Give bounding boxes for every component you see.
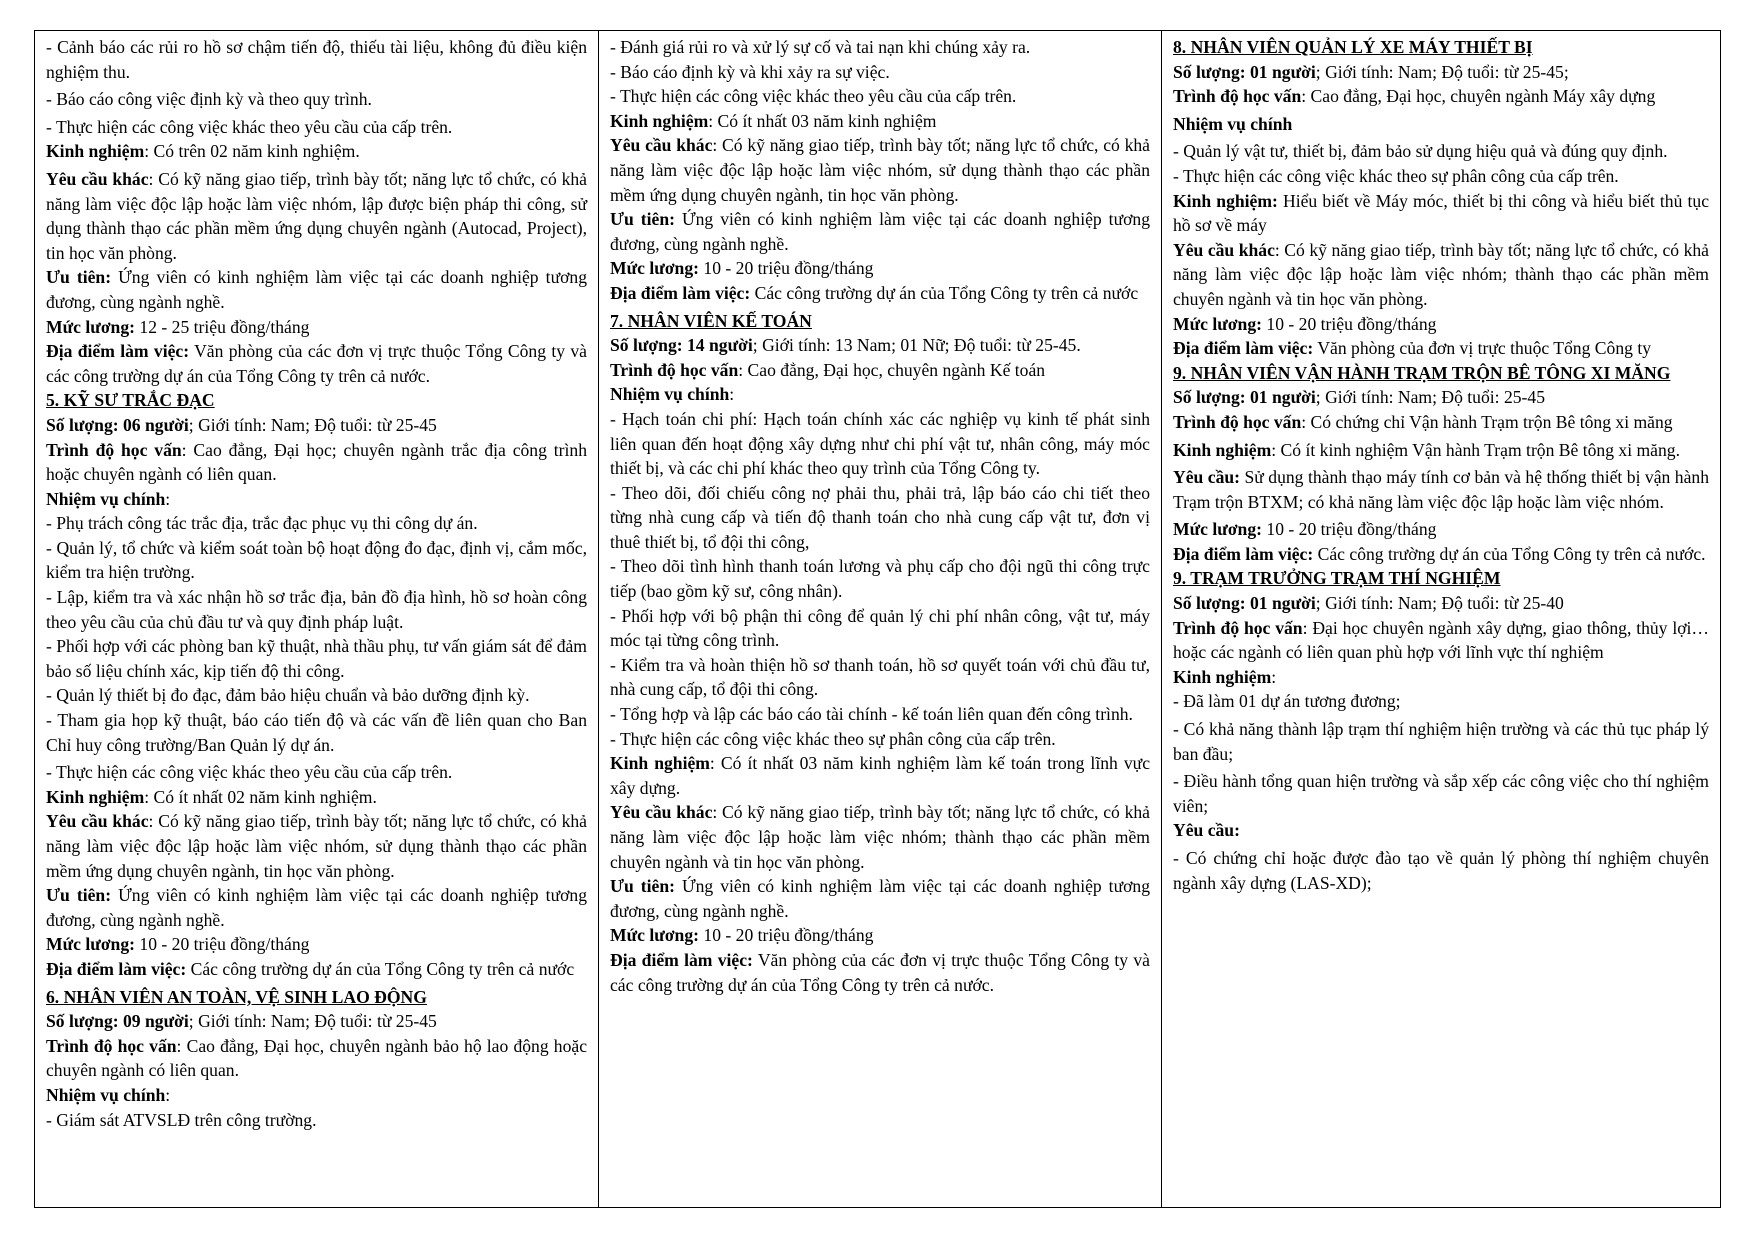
quantity-line <box>1173 60 1709 85</box>
priority-line <box>46 265 587 314</box>
requirements-label: Yêu cầu khác <box>610 802 713 823</box>
location-text: Văn phòng của các đơn vị trực thuộc Tổng Công ty và các công trường dự án của Tổng Công ty trên cả nước. <box>610 949 1150 995</box>
experience-text: : Có ít kinh nghiệm Vận hành Trạm trộn Bê tông xi măng. <box>1271 439 1680 460</box>
quantity-label: Số lượng: 14 người <box>610 335 753 356</box>
priority-line <box>46 883 587 932</box>
experience-item: - Đã làm 01 dự án tương đương; <box>1173 691 1401 712</box>
location-line <box>610 281 1150 306</box>
salary-label: Mức lương: <box>1173 313 1262 334</box>
salary-label: Mức lương: <box>46 316 135 337</box>
duty-item: - Giám sát ATVSLĐ trên công trường. <box>46 1109 317 1130</box>
duty-item: - Thực hiện các công việc khác theo sự phân công của cấp trên. <box>610 728 1056 749</box>
location-label: Địa điểm làm việc: <box>1173 338 1314 359</box>
experience-item: - Điều hành tổng quan hiện trường và sắp xếp các công việc cho thí nghiệm viên; <box>1173 771 1709 816</box>
quantity-label: Số lượng: 06 người <box>46 414 189 435</box>
requirements-line <box>46 167 587 265</box>
education-label: Trình độ học vấn <box>1173 411 1302 432</box>
section-heading-8: 8. NHÂN VIÊN QUẢN LÝ XE MÁY THIẾT BỊ <box>1173 37 1533 57</box>
quantity-text: ; Giới tính: Nam; Độ tuổi: 25-45 <box>1315 387 1545 408</box>
duty-item: - Quản lý vật tư, thiết bị, đảm bảo sử dụng hiệu quả và đúng quy định. <box>1173 141 1668 162</box>
requirements-line <box>610 133 1150 207</box>
education-line <box>46 438 587 487</box>
experience-text: Hiểu biết về Máy móc, thiết bị thi công và hiểu biết thủ tục hồ sơ về máy <box>1173 190 1710 236</box>
experience-text: : Có trên 02 năm kinh nghiệm. <box>144 141 360 162</box>
requirements-text: : Có kỹ năng giao tiếp, trình bày tốt; năng lực tổ chức, có khả năng làm việc độc lập hoặc làm việc nhóm, sử dụng thành thạo các phần mềm ứng dụng chuyên ngành, tin học văn phòng. <box>610 135 1150 205</box>
experience-label: Kinh nghiệm <box>1173 666 1272 687</box>
location-label: Địa điểm làm việc: <box>46 341 190 362</box>
duty-item: - Thực hiện các công việc khác theo yêu cầu của cấp trên. <box>46 762 453 783</box>
duties-label: Nhiệm vụ chính <box>46 488 166 509</box>
education-line <box>610 358 1150 383</box>
duty-item: - Lập, kiểm tra và xác nhận hồ sơ trắc địa, bản đồ địa hình, hồ sơ hoàn công theo yêu cầu của chủ đầu tư và quy định pháp luật. <box>46 587 587 632</box>
requirements-line <box>46 809 587 883</box>
requirements-label: Yêu cầu khác <box>610 135 713 156</box>
location-line <box>1173 336 1709 361</box>
salary-text: 10 - 20 triệu đồng/tháng <box>1262 313 1437 334</box>
quantity-label: Số lượng: 01 người <box>1173 61 1316 82</box>
experience-label: Kinh nghiệm <box>610 753 710 774</box>
quantity-line <box>1173 385 1709 410</box>
priority-label: Ưu tiên: <box>610 876 675 897</box>
quantity-text: ; Giới tính: Nam; Độ tuổi: từ 25-45; <box>1315 61 1569 82</box>
experience-text: : Có ít nhất 03 năm kinh nghiệm làm kế toán trong lĩnh vực xây dựng. <box>610 753 1150 798</box>
education-text: : Cao đẳng, Đại học; chuyên ngành trắc địa công trình hoặc chuyên ngành có liên quan. <box>46 439 588 485</box>
quantity-label: Số lượng: 01 người <box>1173 387 1316 408</box>
location-label: Địa điểm làm việc: <box>610 282 751 303</box>
duty-item: - Quản lý, tổ chức và kiểm soát toàn bộ hoạt động đo đạc, định vị, cắm mốc, kiểm tra hiện trường. <box>46 537 587 583</box>
experience-colon: : <box>1271 666 1277 687</box>
requirements-text: : Có kỹ năng giao tiếp, trình bày tốt; năng lực tổ chức, có khả năng làm việc độc lập hoặc làm việc nhóm; thành thạo các phần mềm chuyên ngành và tin học văn phòng. <box>1173 239 1709 309</box>
location-text: Các công trường dự án của Tổng Công ty trên cả nước <box>750 282 1139 303</box>
priority-text: Ứng viên có kinh nghiệm làm việc tại các doanh nghiệp tương đương, cùng ngành nghề. <box>46 267 587 312</box>
salary-line <box>1173 312 1709 337</box>
requirements-text: : Có kỹ năng giao tiếp, trình bày tốt; năng lực tổ chức, có khả năng làm việc độc lập hoặc làm việc nhóm; thành thạo các phần mềm chuyên ngành và tin học văn phòng. <box>610 802 1150 872</box>
location-text: Các công trường dự án của Tổng Công ty trên cả nước. <box>1313 543 1706 564</box>
experience-heading <box>1173 665 1709 690</box>
location-label: Địa điểm làm việc: <box>46 958 187 979</box>
requirements-text: : Có kỹ năng giao tiếp, trình bày tốt; năng lực tổ chức, có khả năng làm việc độc lập hoặc làm việc nhóm, sử dụng thành thạo các phần mềm ứng dụng chuyên ngành, tin học văn phòng. <box>46 811 587 881</box>
duties-label: Nhiệm vụ chính <box>46 1084 166 1105</box>
experience-label: Kinh nghiệm <box>610 110 709 131</box>
duty-item: - Tham gia họp kỹ thuật, báo cáo tiến độ và các vấn đề liên quan cho Ban Chỉ huy công trường/Ban Quản lý dự án. <box>46 710 587 755</box>
location-label: Địa điểm làm việc: <box>610 949 753 970</box>
duty-item: - Theo dõi, đối chiếu công nợ phải thu, phải trả, lập báo cáo chi tiết theo từng nhà cung cấp và tiến độ thanh toán cho nhà cung cấp vật tư, đơn vị thuê thiết bị, tổ đội thi công, <box>610 482 1150 552</box>
education-text: : Cao đẳng, Đại học, chuyên ngành bảo hộ lao động hoặc chuyên ngành có liên quan. <box>46 1035 587 1081</box>
location-text: Các công trường dự án của Tổng Công ty trên cả nước <box>186 958 575 979</box>
education-label: Trình độ học vấn <box>610 359 739 380</box>
salary-label: Mức lương: <box>46 934 135 955</box>
education-label: Trình độ học vấn <box>1173 86 1302 107</box>
experience-label: Kinh nghiệm <box>46 786 145 807</box>
requirements-line <box>1173 465 1709 514</box>
duty-item: - Thực hiện các công việc khác theo sự phân công của cấp trên. <box>1173 165 1619 186</box>
job-listing-table <box>34 30 1721 1208</box>
location-line <box>610 948 1150 997</box>
duty-item: - Kiểm tra và hoàn thiện hồ sơ thanh toán, hồ sơ quyết toán với chủ đầu tư, nhà cung cấp, tổ đội thi công. <box>610 654 1150 700</box>
education-text: : Đại học chuyên ngành xây dựng, giao thông, thủy lợi… hoặc các ngành có liên quan phù hợp với lĩnh vực thí nghiệm <box>1173 617 1709 663</box>
duty-item: - Phối hợp với các phòng ban kỹ thuật, nhà thầu phụ, tư vấn giám sát để đảm bảo số liệu chính xác, kịp tiến độ thi công. <box>46 636 587 681</box>
priority-text: Ứng viên có kinh nghiệm làm việc tại các doanh nghiệp tương đương, cùng ngành nghề. <box>610 876 1150 921</box>
salary-text: 12 - 25 triệu đồng/tháng <box>135 316 310 337</box>
quantity-text: ; Giới tính: 13 Nam; 01 Nữ; Độ tuổi: từ 25-45. <box>752 335 1081 356</box>
quantity-text: ; Giới tính: Nam; Độ tuổi: từ 25-45 <box>188 414 437 435</box>
experience-line <box>610 751 1150 800</box>
experience-item: - Có khả năng thành lập trạm thí nghiệm hiện trường và các thủ tục pháp lý ban đầu; <box>1173 719 1709 764</box>
requirements-label: Yêu cầu khác <box>1173 239 1275 260</box>
priority-label: Ưu tiên: <box>46 885 112 906</box>
education-label: Trình độ học vấn <box>46 1035 177 1056</box>
quantity-line <box>46 1009 587 1034</box>
experience-label: Kinh nghiệm: <box>1173 190 1278 211</box>
salary-line <box>610 256 1150 281</box>
location-text: Văn phòng của các đơn vị trực thuộc Tổng Công ty và các công trường dự án của Tổng Công ty trên cả nước. <box>46 341 587 386</box>
salary-label: Mức lương: <box>610 258 699 279</box>
location-line <box>46 339 587 388</box>
duty-item: - Theo dõi tình hình thanh toán lương và phụ cấp cho đội ngũ thi công trực tiếp (bao gồm kỹ sư, công nhân). <box>610 556 1150 602</box>
salary-line <box>610 923 1150 948</box>
quantity-text: ; Giới tính: Nam; Độ tuổi: từ 25-45 <box>188 1011 437 1032</box>
quantity-line <box>46 413 587 438</box>
duties-heading <box>46 487 587 512</box>
education-text: : Cao đẳng, Đại học, chuyên ngành Máy xây dựng <box>1301 86 1656 107</box>
salary-text: 10 - 20 triệu đồng/tháng <box>135 934 310 955</box>
duties-heading: Nhiệm vụ chính <box>1173 113 1293 134</box>
education-line <box>46 1034 587 1083</box>
quantity-label: Số lượng: 01 người <box>1173 593 1316 614</box>
priority-line <box>610 874 1150 923</box>
experience-line <box>610 109 1150 134</box>
requirements-text: : Có kỹ năng giao tiếp, trình bày tốt; năng lực tổ chức, có khả năng làm việc độc lập hoặc làm việc nhóm, lập được biện pháp thi công, sử dụng thành thạo các phần mềm ứng dụng chuyên ngành (Autocad, Project), tin học văn phòng. <box>46 168 587 263</box>
duties-colon: : <box>165 1084 171 1105</box>
duty-item: - Báo cáo định kỳ và khi xảy ra sự việc. <box>610 61 890 82</box>
duty-item: - Cảnh báo các rủi ro hồ sơ chậm tiến độ, thiếu tài liệu, không đủ điều kiện nghiệm thu. <box>46 37 587 82</box>
education-line <box>1173 84 1709 109</box>
location-label: Địa điểm làm việc: <box>1173 543 1314 564</box>
priority-label: Ưu tiên: <box>610 209 675 230</box>
priority-line <box>610 207 1150 256</box>
salary-line <box>46 932 587 957</box>
requirements-heading: Yêu cầu: <box>1173 820 1240 841</box>
section-heading-9b: 9. TRẠM TRƯỞNG TRẠM THÍ NGHIỆM <box>1173 568 1501 589</box>
experience-label: Kinh nghiệm <box>1173 439 1272 460</box>
duties-label: Nhiệm vụ chính <box>610 384 730 405</box>
column-1 <box>35 31 598 1207</box>
education-text: : Cao đẳng, Đại học, chuyên ngành Kế toán <box>738 359 1046 380</box>
requirements-line <box>1173 238 1709 312</box>
salary-text: 10 - 20 triệu đồng/tháng <box>1262 519 1437 540</box>
duty-item: - Phối hợp với bộ phận thi công để quản lý chi phí nhân công, vật tư, máy móc tại từng công trình. <box>610 605 1150 651</box>
requirements-text: Sử dụng thành thạo máy tính cơ bản và hệ thống thiết bị vận hành Trạm trộn BTXM; có khả năng làm việc độc lập hoặc làm việc nhóm. <box>1173 467 1709 512</box>
section-heading-6: 6. NHÂN VIÊN AN TOÀN, VỆ SINH LAO ĐỘNG <box>46 986 427 1007</box>
requirements-label: Yêu cầu: <box>1173 467 1241 488</box>
experience-text: : Có ít nhất 03 năm kinh nghiệm <box>708 110 937 131</box>
experience-label: Kinh nghiệm <box>46 141 145 162</box>
section-heading-9a: 9. NHÂN VIÊN VẬN HÀNH TRẠM TRỘN BÊ TÔNG XI MĂNG <box>1173 362 1671 383</box>
education-text: : Có chứng chỉ Vận hành Trạm trộn Bê tông xi măng <box>1301 411 1673 432</box>
salary-label: Mức lương: <box>610 925 699 946</box>
section-heading-7: 7. NHÂN VIÊN KẾ TOÁN <box>610 310 812 331</box>
location-line <box>1173 542 1709 567</box>
location-line <box>46 957 587 982</box>
priority-label: Ưu tiên: <box>46 267 112 288</box>
column-2 <box>598 31 1161 1207</box>
duties-colon: : <box>729 384 735 405</box>
salary-text: 10 - 20 triệu đồng/tháng <box>699 925 874 946</box>
experience-line <box>46 139 587 164</box>
quantity-text: ; Giới tính: Nam; Độ tuổi: từ 25-40 <box>1315 593 1564 614</box>
duty-item: - Thực hiện các công việc khác theo yêu cầu của cấp trên. <box>610 86 1017 107</box>
priority-text: Ứng viên có kinh nghiệm làm việc tại các doanh nghiệp tương đương, cùng ngành nghề. <box>46 885 587 930</box>
duty-item: - Tổng hợp và lập các báo cáo tài chính - kế toán liên quan đến công trình. <box>610 704 1133 725</box>
education-line <box>1173 410 1709 435</box>
requirements-label: Yêu cầu khác <box>46 811 149 832</box>
duties-colon: : <box>165 488 171 509</box>
experience-line <box>1173 438 1709 463</box>
duty-item: - Thực hiện các công việc khác theo yêu cầu của cấp trên. <box>46 116 453 137</box>
duty-item: - Báo cáo công việc định kỳ và theo quy trình. <box>46 89 372 110</box>
quantity-label: Số lượng: 09 người <box>46 1011 189 1032</box>
section-heading-5: 5. KỸ SƯ TRẮC ĐẠC <box>46 390 215 411</box>
requirements-label: Yêu cầu khác <box>46 168 149 189</box>
experience-line <box>1173 189 1709 238</box>
location-text: Văn phòng của đơn vị trực thuộc Tổng Công ty <box>1313 338 1652 359</box>
quantity-line <box>1173 591 1709 616</box>
education-line <box>1173 616 1709 665</box>
duties-heading <box>46 1083 587 1108</box>
priority-text: Ứng viên có kinh nghiệm làm việc tại các doanh nghiệp tương đương, cùng ngành nghề. <box>610 209 1150 254</box>
duty-item: - Đánh giá rủi ro và xử lý sự cố và tai nạn khi chúng xảy ra. <box>610 37 1031 57</box>
education-label: Trình độ học vấn <box>46 439 182 460</box>
quantity-line <box>610 333 1150 358</box>
duties-heading <box>610 382 1150 407</box>
salary-label: Mức lương: <box>1173 519 1262 540</box>
education-label: Trình độ học vấn <box>1173 617 1303 638</box>
salary-line <box>1173 517 1709 542</box>
column-3 <box>1161 31 1720 1207</box>
requirements-line <box>610 800 1150 874</box>
experience-text: : Có ít nhất 02 năm kinh nghiệm. <box>144 786 377 807</box>
duty-item: - Quản lý thiết bị đo đạc, đảm bảo hiệu chuẩn và bảo dưỡng định kỳ. <box>46 685 530 706</box>
experience-line <box>46 785 587 810</box>
requirements-item: - Có chứng chỉ hoặc được đào tạo về quản lý phòng thí nghiệm chuyên ngành xây dựng (LAS-XD); <box>1173 848 1709 893</box>
duty-item: - Phụ trách công tác trắc địa, trắc đạc phục vụ thi công dự án. <box>46 513 478 534</box>
duty-item: - Hạch toán chi phí: Hạch toán chính xác các nghiệp vụ kinh tế phát sinh liên quan đến hoạt động xây dựng như chi phí vật tư, nhân công, máy móc thiết bị, và các chi phí khác theo quy trình của Tổng Công ty. <box>610 408 1150 479</box>
salary-line <box>46 315 587 340</box>
salary-text: 10 - 20 triệu đồng/tháng <box>699 258 874 279</box>
